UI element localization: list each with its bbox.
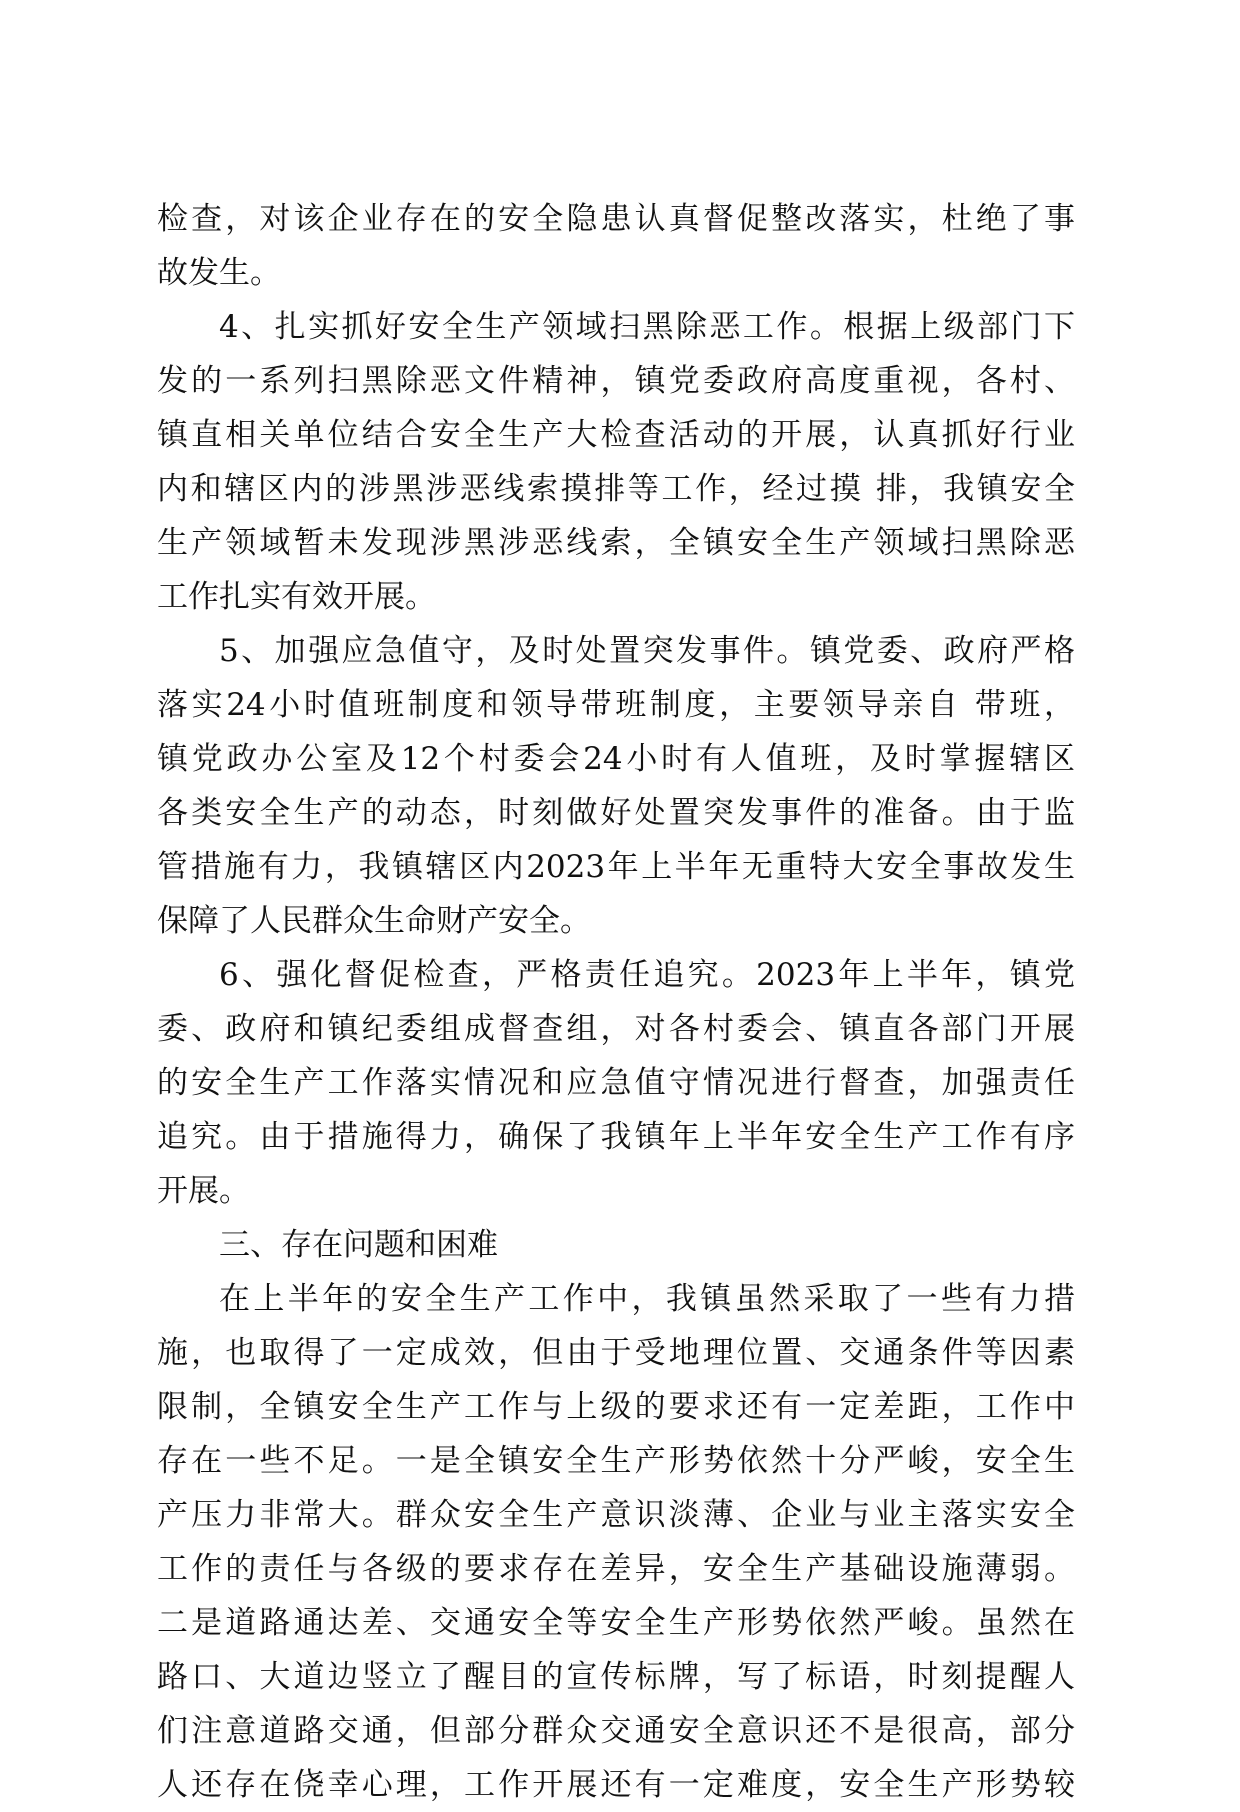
section-heading: 三、存在问题和困难 xyxy=(219,1227,498,1263)
text-line: 们注意道路交通，但部分群众交通安全意识还不是很高，部分 xyxy=(157,1713,1075,1749)
text-line: 检查，对该企业存在的安全隐患认真督促整改落实，杜绝了事 xyxy=(157,201,1075,237)
text-line: 管措施有力，我镇辖区内2023年上半年无重特大安全事故发生 xyxy=(157,849,1075,885)
text-line: 追究。由于措施得力，确保了我镇年上半年安全生产工作有序 xyxy=(157,1119,1075,1155)
text-line: 限制，全镇安全生产工作与上级的要求还有一定差距，工作中 xyxy=(157,1389,1075,1425)
text-line: 镇直相关单位结合安全生产大检查活动的开展，认真抓好行业 xyxy=(157,417,1075,453)
text-line: 的安全生产工作落实情况和应急值守情况进行督查，加强责任 xyxy=(157,1065,1075,1101)
text-line: 内和辖区内的涉黑涉恶线索摸排等工作，经过摸 排，我镇安全 xyxy=(157,471,1075,507)
text-line: 施，也取得了一定成效，但由于受地理位置、交通条件等因素 xyxy=(157,1335,1075,1371)
paragraph-5-start: 5、加强应急值守，及时处置突发事件。镇党委、政府严格 xyxy=(219,633,1075,669)
text-line: 人还存在侥幸心理，工作开展还有一定难度，安全生产形势较 xyxy=(157,1767,1075,1803)
text-line: 各类安全生产的动态，时刻做好处置突发事件的准备。由于监 xyxy=(157,795,1075,831)
text-line: 发的一系列扫黑除恶文件精神，镇党委政府高度重视，各村、 xyxy=(157,363,1075,399)
document-body xyxy=(157,192,1075,1812)
text-line: 生产领域暂未发现涉黑涉恶线索，全镇安全生产领域扫黑除恶 xyxy=(157,525,1075,561)
text-line: 委、政府和镇纪委组成督查组，对各村委会、镇直各部门开展 xyxy=(157,1011,1075,1047)
paragraph-4-start: 4、扎实抓好安全生产领域扫黑除恶工作。根据上级部门下 xyxy=(219,309,1075,345)
text-line: 保障了人民群众生命财产安全。 xyxy=(157,903,591,939)
text-line: 工作的责任与各级的要求存在差异，安全生产基础设施薄弱。 xyxy=(157,1551,1075,1587)
text-line: 二是道路通达差、交通安全等安全生产形势依然严峻。虽然在 xyxy=(157,1605,1075,1641)
text-line: 路口、大道边竖立了醒目的宣传标牌，写了标语，时刻提醒人 xyxy=(157,1659,1075,1695)
text-line: 故发生。 xyxy=(157,255,281,291)
paragraph-6-start: 6、强化督促检查，严格责任追究。2023年上半年，镇党 xyxy=(219,957,1075,993)
problems-paragraph-start: 在上半年的安全生产工作中，我镇虽然采取了一些有力措 xyxy=(219,1281,1075,1317)
text-line: 产压力非常大。群众安全生产意识淡薄、企业与业主落实安全 xyxy=(157,1497,1075,1533)
text-line: 存在一些不足。一是全镇安全生产形势依然十分严峻，安全生 xyxy=(157,1443,1075,1479)
text-line: 落实24小时值班制度和领导带班制度，主要领导亲自 带班， xyxy=(157,687,1075,723)
text-line: 镇党政办公室及12个村委会24小时有人值班，及时掌握辖区 xyxy=(157,741,1075,777)
text-line: 开展。 xyxy=(157,1173,250,1209)
text-line: 工作扎实有效开展。 xyxy=(157,579,436,615)
